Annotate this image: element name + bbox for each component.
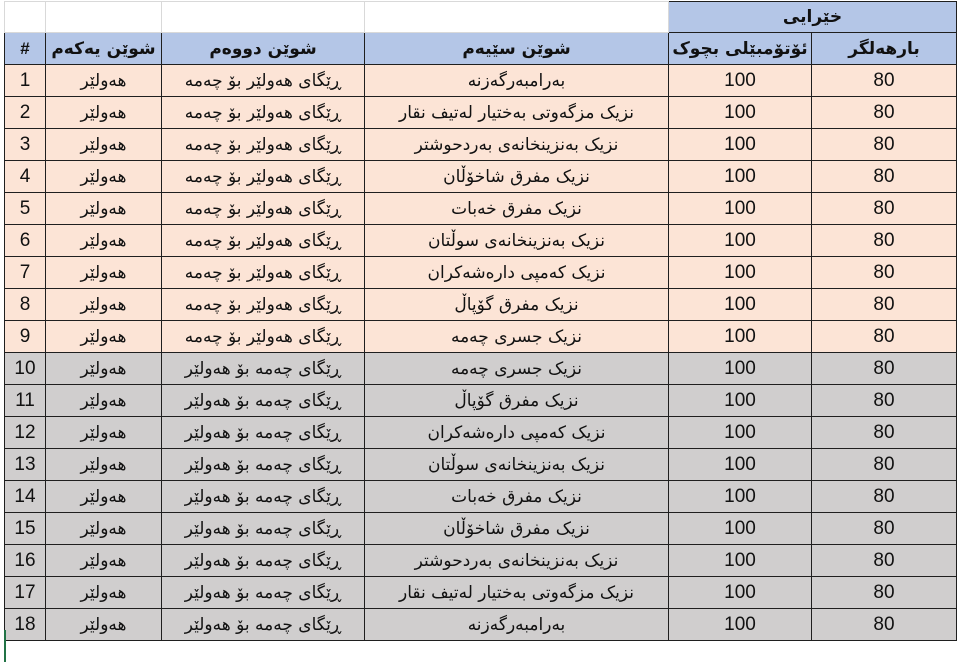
table-row <box>5 353 957 385</box>
car-speed-cell[interactable]: 100 <box>669 513 812 545</box>
truck-speed-cell[interactable]: 80 <box>812 257 957 289</box>
car-speed-cell[interactable]: 100 <box>669 545 812 577</box>
second-place-cell[interactable]: ڕێگای چەمە بۆ هەولێر <box>162 513 365 545</box>
second-place-cell[interactable]: ڕێگای چەمە بۆ هەولێر <box>162 353 365 385</box>
second-place-cell[interactable]: ڕێگای هەولێر بۆ چەمە <box>162 321 365 353</box>
table-row <box>5 193 957 225</box>
index-cell[interactable]: 3 <box>5 129 46 161</box>
table-row <box>5 545 957 577</box>
table-row <box>5 577 957 609</box>
car-speed-cell[interactable]: 100 <box>669 129 812 161</box>
first-place-cell[interactable]: هەولێر <box>46 289 162 321</box>
second-place-cell[interactable]: ڕێگای هەولێر بۆ چەمە <box>162 161 365 193</box>
truck-speed-cell[interactable]: 80 <box>812 129 957 161</box>
table-row <box>5 609 957 641</box>
empty-cell[interactable] <box>162 2 365 33</box>
table-row <box>5 97 957 129</box>
third-place-cell[interactable]: نزیک مفرق گۆپاڵ <box>365 385 669 417</box>
first-place-cell[interactable]: هەولێر <box>46 257 162 289</box>
second-place-cell[interactable]: ڕێگای هەولێر بۆ چەمە <box>162 97 365 129</box>
first-place-cell[interactable]: هەولێر <box>46 161 162 193</box>
index-cell[interactable]: 16 <box>5 545 46 577</box>
car-header-cell[interactable]: ئۆتۆمبێلی بچوک <box>669 33 812 65</box>
car-speed-cell[interactable]: 100 <box>669 289 812 321</box>
index-cell[interactable]: 10 <box>5 353 46 385</box>
second-place-cell[interactable]: ڕێگای چەمە بۆ هەولێر <box>162 545 365 577</box>
table-row <box>5 129 957 161</box>
index-cell[interactable]: 12 <box>5 417 46 449</box>
car-speed-cell[interactable]: 100 <box>669 481 812 513</box>
table-row <box>5 225 957 257</box>
second-place-cell[interactable]: ڕێگای چەمە بۆ هەولێر <box>162 609 365 641</box>
first-place-cell[interactable]: هەولێر <box>46 193 162 225</box>
first-place-header-cell[interactable]: شوێن یەکەم <box>46 33 162 65</box>
index-cell[interactable]: 5 <box>5 193 46 225</box>
car-speed-cell[interactable]: 100 <box>669 193 812 225</box>
truck-speed-cell[interactable]: 80 <box>812 289 957 321</box>
table-row <box>5 513 957 545</box>
first-place-cell[interactable]: هەولێر <box>46 353 162 385</box>
third-place-cell[interactable]: نزیک بەنزینخانەی بەردحوشتر <box>365 545 669 577</box>
index-cell[interactable]: 7 <box>5 257 46 289</box>
car-speed-cell[interactable]: 100 <box>669 385 812 417</box>
truck-speed-cell[interactable]: 80 <box>812 97 957 129</box>
truck-speed-cell[interactable]: 80 <box>812 577 957 609</box>
index-cell[interactable]: 4 <box>5 161 46 193</box>
speed-header-cell[interactable]: خێرایی <box>669 2 957 33</box>
first-place-cell[interactable]: هەولێر <box>46 481 162 513</box>
truck-speed-cell[interactable]: 80 <box>812 513 957 545</box>
third-place-cell[interactable]: نزیک مزگەوتی بەختیار لەتیف نقار <box>365 577 669 609</box>
header-row-top <box>5 2 957 33</box>
first-place-cell[interactable]: هەولێر <box>46 65 162 97</box>
third-place-cell[interactable]: نزیک بەنزینخانەی سوڵتان <box>365 225 669 257</box>
index-cell[interactable]: 8 <box>5 289 46 321</box>
first-place-cell[interactable]: هەولێر <box>46 225 162 257</box>
index-cell[interactable]: 15 <box>5 513 46 545</box>
first-place-cell[interactable]: هەولێر <box>46 321 162 353</box>
index-header-cell[interactable]: # <box>5 33 46 65</box>
third-place-cell[interactable]: نزیک بەنزینخانەی بەردحوشتر <box>365 129 669 161</box>
selection-indicator <box>4 630 6 662</box>
second-place-cell[interactable]: ڕێگای هەولێر بۆ چەمە <box>162 65 365 97</box>
truck-speed-cell[interactable]: 80 <box>812 481 957 513</box>
index-cell[interactable]: 6 <box>5 225 46 257</box>
first-place-cell[interactable]: هەولێر <box>46 97 162 129</box>
truck-speed-cell[interactable]: 80 <box>812 225 957 257</box>
index-cell[interactable]: 18 <box>5 609 46 641</box>
table-row <box>5 161 957 193</box>
first-place-cell[interactable]: هەولێر <box>46 609 162 641</box>
third-place-cell[interactable]: نزیک مفرق خەبات <box>365 481 669 513</box>
table-row <box>5 449 957 481</box>
index-cell[interactable]: 2 <box>5 97 46 129</box>
first-place-cell[interactable]: هەولێر <box>46 513 162 545</box>
truck-speed-cell[interactable]: 80 <box>812 385 957 417</box>
index-cell[interactable]: 13 <box>5 449 46 481</box>
second-place-cell[interactable]: ڕێگای هەولێر بۆ چەمە <box>162 257 365 289</box>
empty-cell[interactable] <box>46 2 162 33</box>
third-place-cell[interactable]: نزیک مفرق شاخۆڵان <box>365 161 669 193</box>
table-row <box>5 385 957 417</box>
third-place-cell[interactable]: بەرامبەرگەزنە <box>365 609 669 641</box>
third-place-cell[interactable]: نزیک مفرق شاخۆڵان <box>365 513 669 545</box>
truck-speed-cell[interactable]: 80 <box>812 65 957 97</box>
header-row <box>5 33 957 65</box>
second-place-cell[interactable]: ڕێگای هەولێر بۆ چەمە <box>162 193 365 225</box>
first-place-cell[interactable]: هەولێر <box>46 129 162 161</box>
first-place-cell[interactable]: هەولێر <box>46 577 162 609</box>
third-place-cell[interactable]: نزیک مفرق خەبات <box>365 193 669 225</box>
truck-speed-cell[interactable]: 80 <box>812 353 957 385</box>
first-place-cell[interactable]: هەولێر <box>46 449 162 481</box>
car-speed-cell[interactable]: 100 <box>669 353 812 385</box>
third-place-cell[interactable]: نزیک مفرق گۆپاڵ <box>365 289 669 321</box>
third-place-cell[interactable]: نزیک بەنزینخانەی سوڵتان <box>365 449 669 481</box>
third-place-cell[interactable]: نزیک مزگەوتی بەختیار لەتیف نقار <box>365 97 669 129</box>
table-row <box>5 257 957 289</box>
index-cell[interactable]: 9 <box>5 321 46 353</box>
truck-speed-cell[interactable]: 80 <box>812 321 957 353</box>
car-speed-cell[interactable]: 100 <box>669 449 812 481</box>
empty-cell[interactable] <box>365 2 669 33</box>
second-place-cell[interactable]: ڕێگای چەمە بۆ هەولێر <box>162 385 365 417</box>
second-place-cell[interactable]: ڕێگای هەولێر بۆ چەمە <box>162 225 365 257</box>
car-speed-cell[interactable]: 100 <box>669 65 812 97</box>
car-speed-cell[interactable]: 100 <box>669 97 812 129</box>
second-place-cell[interactable]: ڕێگای چەمە بۆ هەولێر <box>162 481 365 513</box>
third-place-cell[interactable]: نزیک کەمپی دارەشەکران <box>365 417 669 449</box>
second-place-cell[interactable]: ڕێگای چەمە بۆ هەولێر <box>162 449 365 481</box>
table-row <box>5 417 957 449</box>
third-place-cell[interactable]: نزیک جسری چەمە <box>365 353 669 385</box>
truck-speed-cell[interactable]: 80 <box>812 545 957 577</box>
index-cell[interactable]: 1 <box>5 65 46 97</box>
second-place-cell[interactable]: ڕێگای چەمە بۆ هەولێر <box>162 577 365 609</box>
car-speed-cell[interactable]: 100 <box>669 225 812 257</box>
first-place-cell[interactable]: هەولێر <box>46 417 162 449</box>
truck-speed-cell[interactable]: 80 <box>812 417 957 449</box>
second-place-cell[interactable]: ڕێگای هەولێر بۆ چەمە <box>162 129 365 161</box>
table-row <box>5 289 957 321</box>
car-speed-cell[interactable]: 100 <box>669 609 812 641</box>
speed-table <box>4 1 957 641</box>
index-cell[interactable]: 11 <box>5 385 46 417</box>
car-speed-cell[interactable]: 100 <box>669 161 812 193</box>
table-row <box>5 321 957 353</box>
empty-cell[interactable] <box>5 2 46 33</box>
second-place-header-cell[interactable]: شوێن دووەم <box>162 33 365 65</box>
truck-speed-cell[interactable]: 80 <box>812 449 957 481</box>
third-place-cell[interactable]: نزیک کەمپی دارەشەکران <box>365 257 669 289</box>
truck-speed-cell[interactable]: 80 <box>812 161 957 193</box>
index-cell[interactable]: 14 <box>5 481 46 513</box>
table-row <box>5 65 957 97</box>
index-cell[interactable]: 17 <box>5 577 46 609</box>
truck-speed-cell[interactable]: 80 <box>812 193 957 225</box>
truck-header-cell[interactable]: بارهەلگر <box>812 33 957 65</box>
car-speed-cell[interactable]: 100 <box>669 577 812 609</box>
third-place-header-cell[interactable]: شوێن سێیەم <box>365 33 669 65</box>
car-speed-cell[interactable]: 100 <box>669 417 812 449</box>
third-place-cell[interactable]: نزیک جسری چەمە <box>365 321 669 353</box>
second-place-cell[interactable]: ڕێگای چەمە بۆ هەولێر <box>162 417 365 449</box>
second-place-cell[interactable]: ڕێگای هەولێر بۆ چەمە <box>162 289 365 321</box>
first-place-cell[interactable]: هەولێر <box>46 385 162 417</box>
truck-speed-cell[interactable]: 80 <box>812 609 957 641</box>
table-row <box>5 481 957 513</box>
third-place-cell[interactable]: بەرامبەرگەزنە <box>365 65 669 97</box>
first-place-cell[interactable]: هەولێر <box>46 545 162 577</box>
car-speed-cell[interactable]: 100 <box>669 257 812 289</box>
car-speed-cell[interactable]: 100 <box>669 321 812 353</box>
